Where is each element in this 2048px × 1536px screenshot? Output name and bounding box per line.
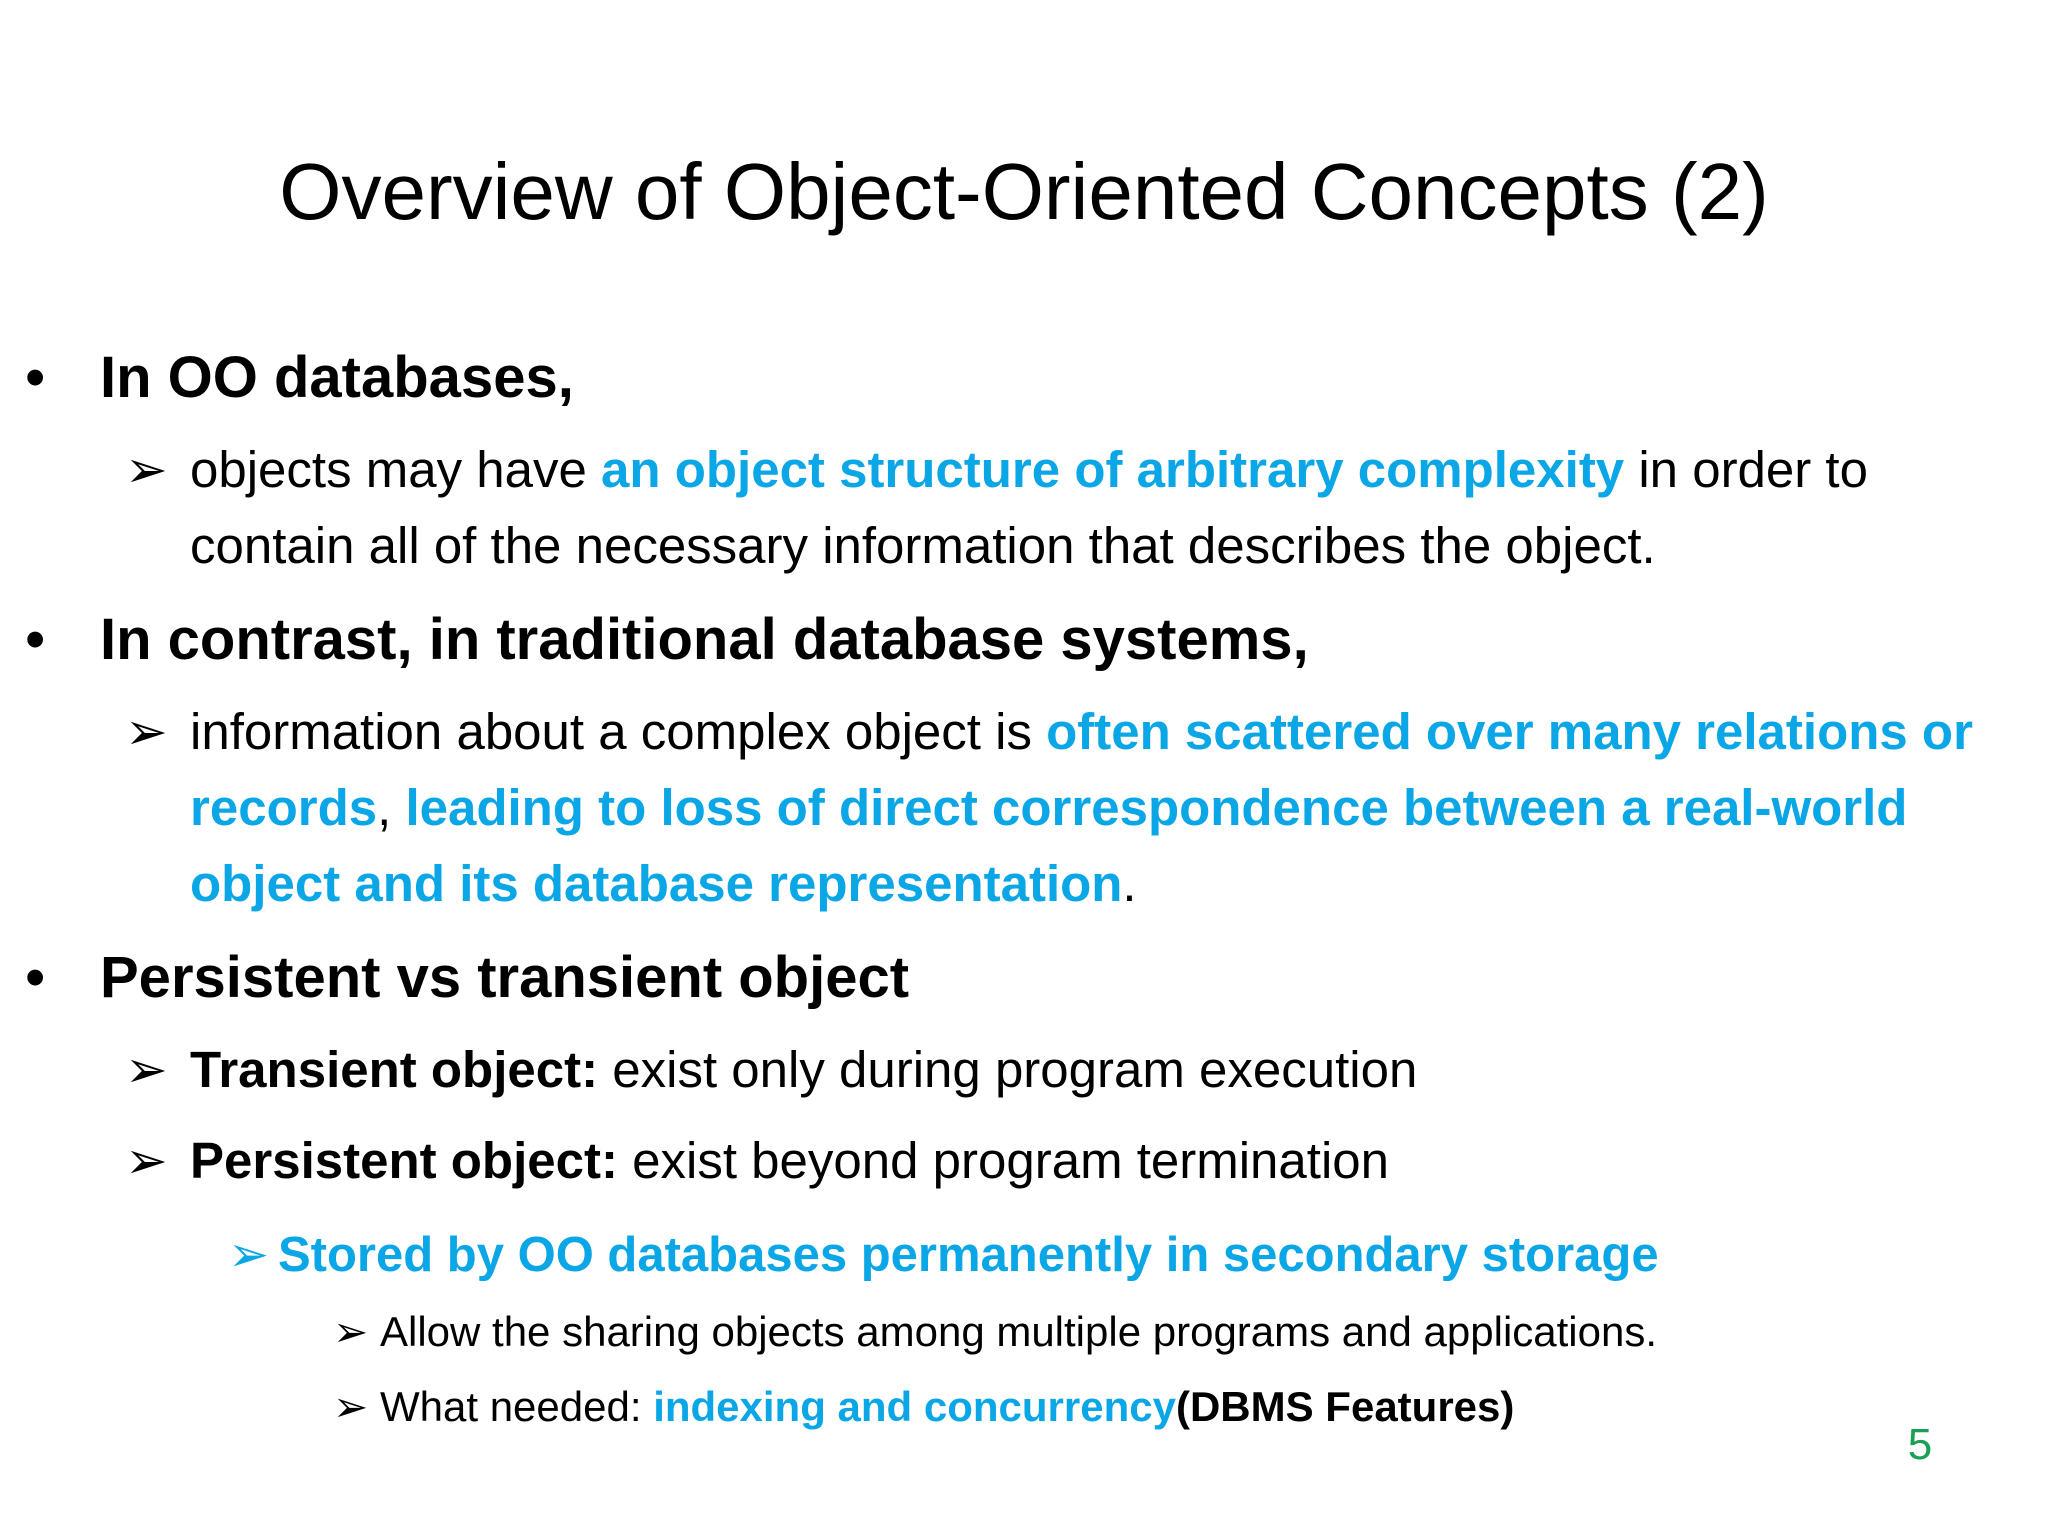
level4-text bbox=[380, 1377, 1514, 1437]
highlight-text: often scattered over many relations or records bbox=[190, 703, 1973, 836]
term-label: Persistent object: bbox=[190, 1132, 618, 1189]
sub-bullet-text bbox=[190, 1123, 2045, 1199]
page-number: 5 bbox=[1907, 1420, 1933, 1469]
plain-text: . bbox=[1122, 855, 1137, 912]
term-label: Transient object: bbox=[190, 1041, 599, 1098]
arrow-bullet-icon: ➢ bbox=[125, 441, 168, 498]
bullet-text: In contrast, in traditional database systems, bbox=[100, 607, 1309, 672]
bold-text: (DBMS Features) bbox=[1175, 1383, 1515, 1430]
plain-text: exist beyond program termination bbox=[617, 1132, 1390, 1189]
sub-bullet-text bbox=[190, 1032, 2045, 1108]
plain-text: , bbox=[377, 779, 406, 836]
slide-title: Overview of Object-Oriented Concepts (2) bbox=[279, 147, 1769, 236]
arrow-bullet-icon: ➢ bbox=[333, 1383, 369, 1430]
bullet-text: In OO databases, bbox=[100, 345, 574, 410]
arrow-bullet-icon: ➢ bbox=[125, 703, 168, 760]
plain-text: objects may have bbox=[190, 441, 602, 498]
bullet-text: Persistent vs transient object bbox=[100, 945, 910, 1010]
highlight-text: an object structure of arbitrary complexity bbox=[601, 441, 1625, 498]
plain-text: What needed: bbox=[380, 1383, 654, 1430]
sub-bullet-text bbox=[190, 432, 2045, 584]
highlight-text: indexing and concurrency bbox=[653, 1383, 1176, 1430]
bullet-dot-icon: • bbox=[25, 345, 46, 410]
arrow-bullet-icon: ➢ bbox=[125, 1132, 168, 1189]
bullet-dot-icon: • bbox=[25, 607, 46, 672]
arrow-bullet-icon: ➢ bbox=[228, 1228, 270, 1282]
plain-text: exist only during program execution bbox=[598, 1041, 1418, 1098]
plain-text: in order to contain all of the necessary information that describes the object. bbox=[190, 441, 1868, 574]
bullet-dot-icon: • bbox=[25, 945, 46, 1010]
arrow-bullet-icon: ➢ bbox=[333, 1308, 369, 1355]
arrow-bullet-icon: ➢ bbox=[125, 1041, 168, 1098]
level3-text: Stored by OO databases permanently in secondary storage bbox=[278, 1228, 1659, 1282]
plain-text: information about a complex object is bbox=[190, 703, 1047, 760]
highlight-text: leading to loss of direct correspondence between a real-world object and its database representation bbox=[190, 779, 1908, 912]
sub-bullet-text bbox=[190, 694, 2045, 922]
level4-text: Allow the sharing objects among multiple programs and applications. bbox=[380, 1308, 1658, 1355]
